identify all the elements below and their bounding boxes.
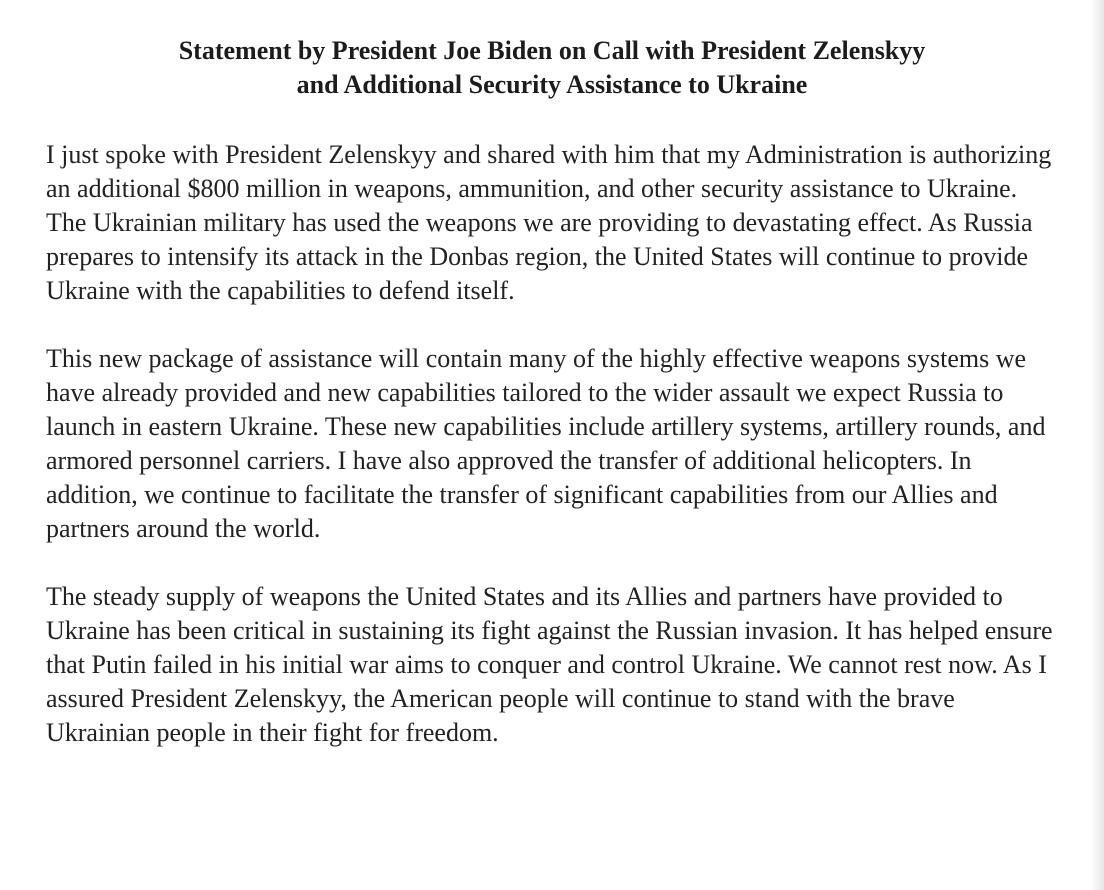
- statement-title: [46, 34, 1056, 102]
- page-edge-shadow: [1090, 0, 1104, 890]
- statement-paragraph-2: This new package of assistance will contain many of the highly effective weapons systems we have already provided and new capabilities tailored to the wider assault we expect Russia to launch in eastern Ukraine. These new capabilities include artillery systems, artillery rounds, and armored personnel carriers. I have also approved the transfer of additional helicopters. In addition, we continue to facilitate the transfer of significant capabilities from our Allies and partners around the world.: [46, 344, 1046, 543]
- statement-paragraph-3: The steady supply of weapons the United States and its Allies and partners have provided to Ukraine has been critical in sustaining its fight against the Russian invasion. It has helped ensure that Putin failed in his initial war aims to conquer and control Ukraine. We cannot rest now. As I assured President Zelenskyy, the American people will continue to stand with the brave Ukrainian people in their fight for freedom.: [46, 582, 1053, 747]
- statement-document: [46, 34, 1056, 750]
- statement-title-line-1: Statement by President Joe Biden on Call with President Zelenskyy: [178, 36, 926, 65]
- statement-paragraph-1: I just spoke with President Zelenskyy and shared with him that my Administration is authorizing an additional $800 million in weapons, ammunition, and other security assistance to Ukraine. The Ukrainian military has used the weapons we are providing to devastating effect. As Russia prepares to intensify its attack in the Donbas region, the United States will continue to provide Ukraine with the capabilities to defend itself.: [46, 140, 1052, 305]
- statement-title-line-2: and Additional Security Assistance to Ukraine: [296, 70, 808, 99]
